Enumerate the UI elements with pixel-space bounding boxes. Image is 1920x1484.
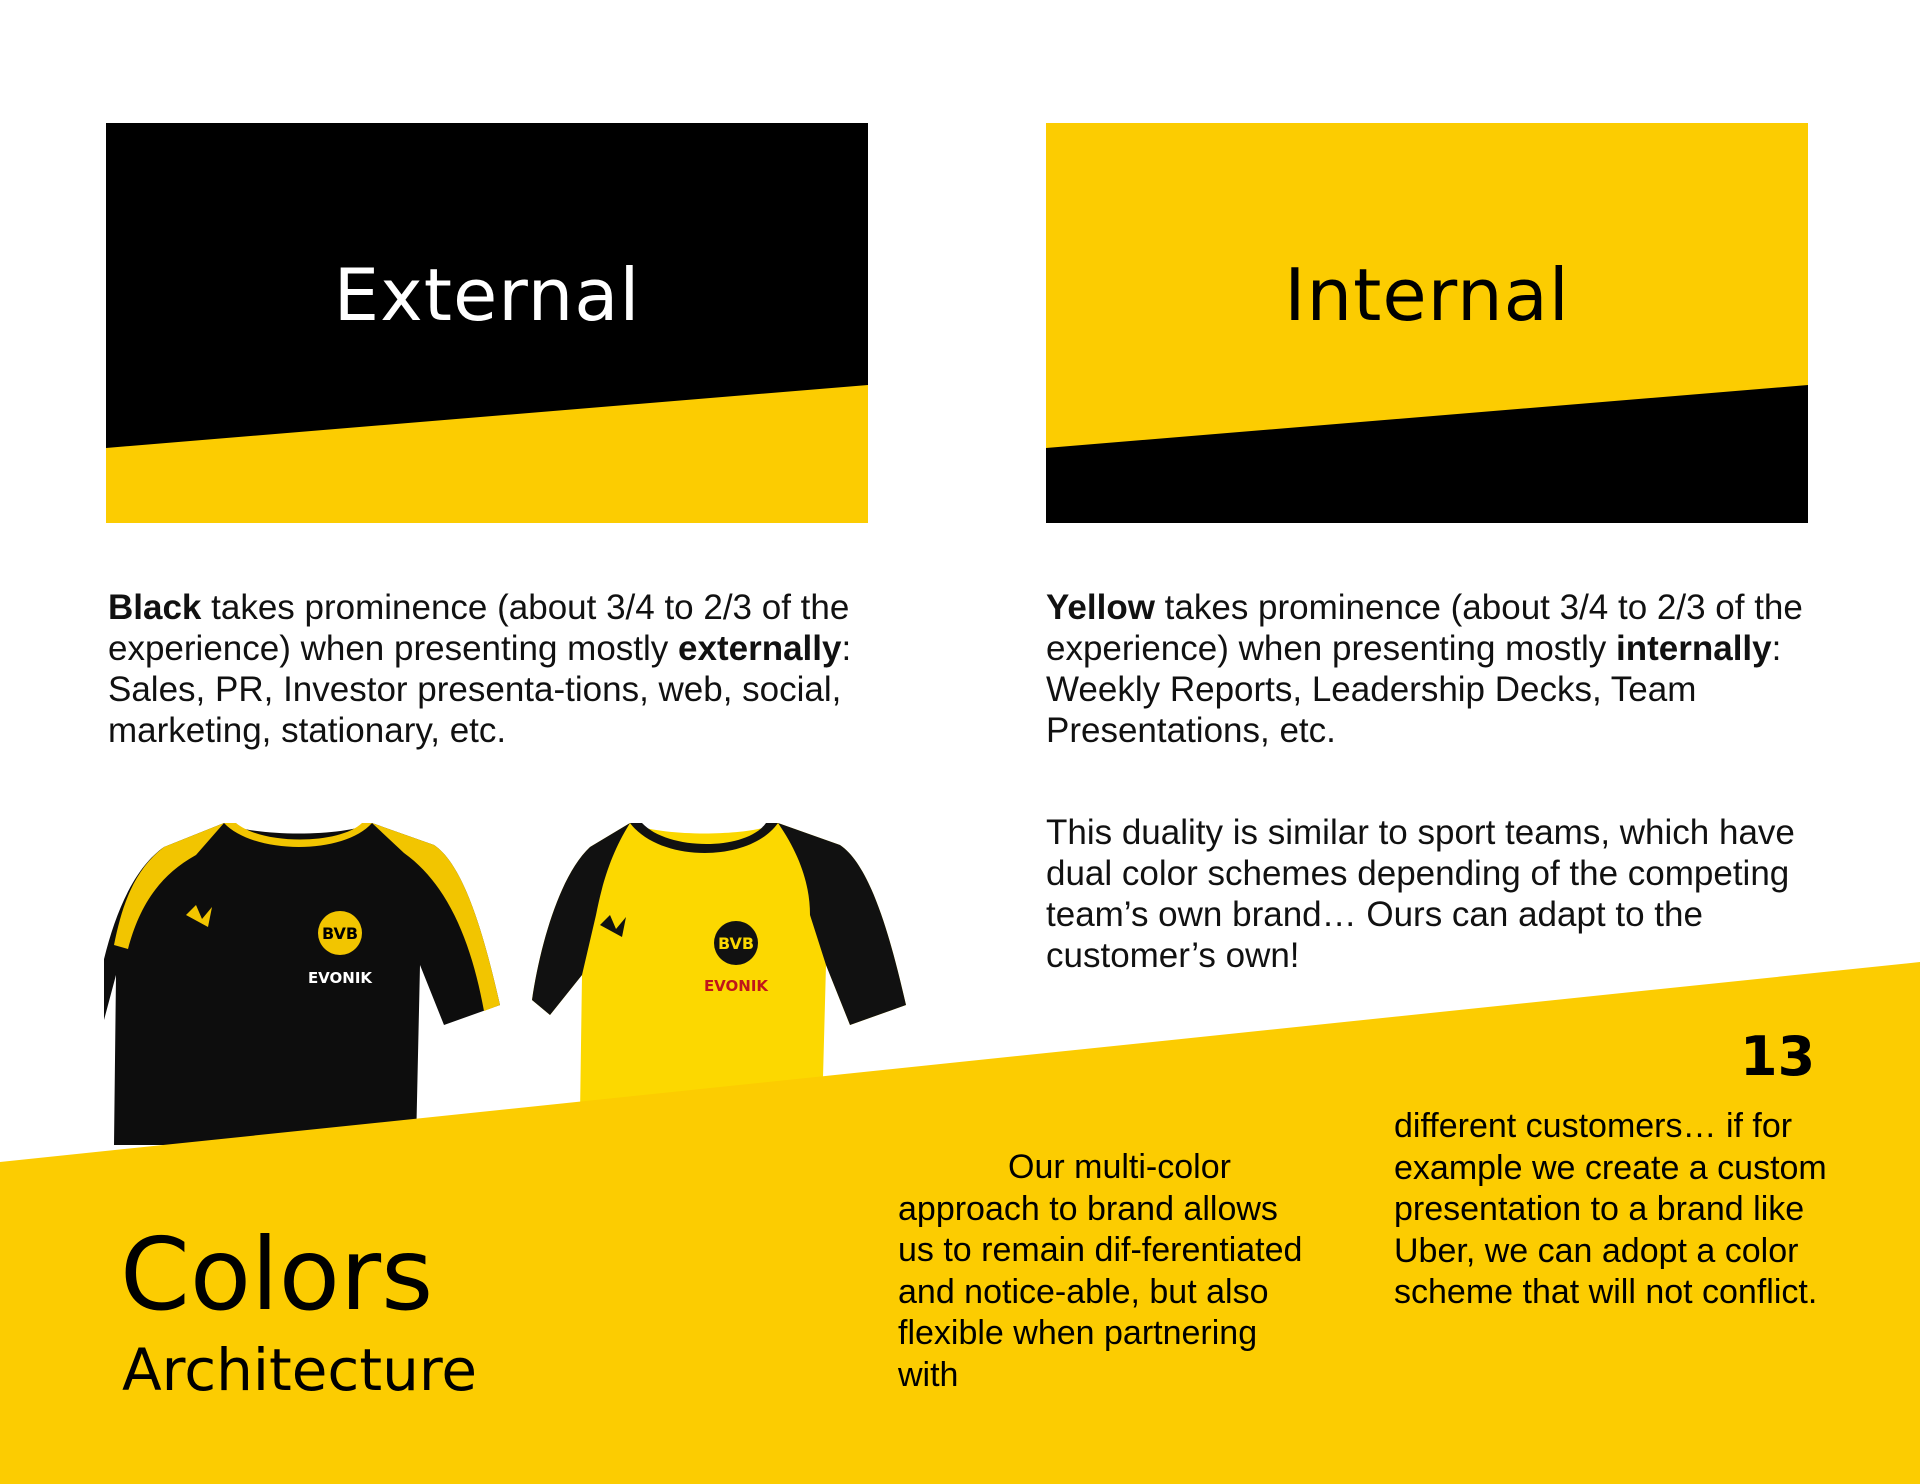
internal-title: Internal [1284, 253, 1570, 337]
multi-color-body: Our multi-color approach to brand allows us to remain dif-ferentiated and notice-able, but also flexible when partnering with [898, 1148, 1303, 1394]
black-jersey-sponsor: EVONIK [307, 969, 373, 987]
black-jersey-crest-text: BVB [321, 924, 359, 943]
yellow-jersey-crest-text: BVB [717, 934, 755, 953]
external-desc-text-1: takes prominence (about 3/4 to 2/3 of the experience) when presenting mostly [108, 588, 850, 668]
multi-color-text [898, 1147, 1318, 1396]
internal-desc-text-1: takes prominence (about 3/4 to 2/3 of the experience) when presenting mostly [1046, 588, 1803, 668]
customers-text: different customers… if for example we create a custom presentation to a brand like Uber, we can adopt a color scheme that will not conflict. [1394, 1107, 1827, 1311]
footer-title: Colors [120, 1216, 434, 1333]
footer-subtitle: Architecture [122, 1336, 478, 1404]
external-title: External [333, 253, 641, 337]
duality-text: This duality is similar to sport teams, which have dual color schemes depending of the competing team’s own brand… Ours can adapt to the customer’s own! [1046, 813, 1795, 975]
external-desc-text-2: : Sales, PR, Investor presenta-tions, web, social, marketing, stationary, etc. [108, 629, 852, 750]
yellow-jersey-sponsor: EVONIK [703, 977, 769, 995]
external-bold-externally: externally [678, 629, 842, 668]
internal-bold-internally: internally [1616, 629, 1772, 668]
external-bold-black: Black [108, 588, 202, 627]
internal-desc-text-2: : Weekly Reports, Leadership Decks, Team Presentations, etc. [1046, 629, 1782, 750]
internal-bold-yellow: Yellow [1046, 588, 1155, 627]
page-number: 13 [1740, 1025, 1816, 1088]
